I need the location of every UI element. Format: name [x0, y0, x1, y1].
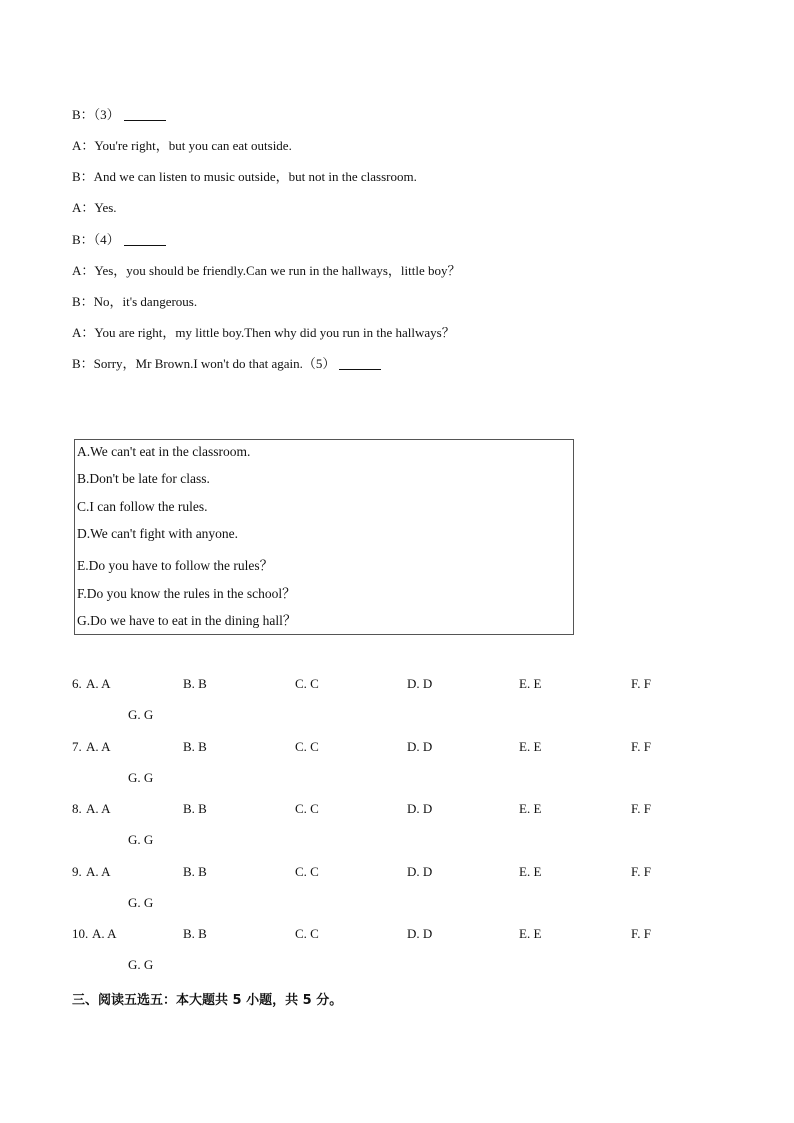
- choice-option[interactable]: B. B: [183, 738, 207, 754]
- choice-option[interactable]: C. C: [295, 738, 319, 754]
- dialogue-line: B：（3）: [72, 104, 166, 123]
- choice-option[interactable]: F. F: [631, 926, 651, 941]
- dialogue-line: A：You are right，my little boy.Then why did you run in the hallways？: [72, 325, 455, 340]
- choice-option[interactable]: G. G: [128, 707, 154, 722]
- dialogue-line: B：（4）: [72, 229, 166, 248]
- choice-option[interactable]: A. A: [86, 863, 111, 879]
- choice-option[interactable]: E. E: [519, 863, 542, 879]
- dialogue-line: A：Yes.: [72, 200, 117, 215]
- option-item: G.Do we have to eat in the dining hall？: [77, 613, 297, 628]
- question-number: 10.: [72, 926, 89, 941]
- choice-option[interactable]: A. A: [86, 801, 111, 816]
- dialogue-line: B：No，it's dangerous.: [72, 294, 198, 309]
- options-box: [74, 439, 574, 635]
- choice-option[interactable]: G. G: [128, 832, 154, 847]
- option-item: A.We can't eat in the classroom.: [77, 444, 251, 459]
- option-item: D.We can't fight with anyone.: [77, 526, 239, 541]
- choice-option[interactable]: B. B: [183, 676, 207, 691]
- choice-option[interactable]: F. F: [631, 738, 651, 754]
- choice-option[interactable]: E. E: [519, 801, 542, 816]
- choice-option[interactable]: A. A: [86, 676, 111, 691]
- question-number: 7.: [72, 738, 82, 754]
- choice-option[interactable]: D. D: [407, 738, 433, 754]
- choice-option[interactable]: C. C: [295, 801, 319, 816]
- question-number: 6.: [72, 676, 82, 691]
- choice-option[interactable]: D. D: [407, 676, 433, 691]
- choice-option[interactable]: G. G: [128, 769, 154, 785]
- choice-option[interactable]: B. B: [183, 863, 207, 879]
- choice-option[interactable]: B. B: [183, 801, 207, 816]
- dialogue-line: B：Sorry，Mr Brown.I won't do that again.（5）: [72, 353, 381, 372]
- choice-option[interactable]: D. D: [407, 801, 433, 816]
- question-number: 9.: [72, 863, 82, 879]
- choice-option[interactable]: G. G: [128, 957, 154, 972]
- answer-blank[interactable]: [339, 357, 381, 370]
- choice-option[interactable]: F. F: [631, 801, 651, 816]
- choice-option[interactable]: B. B: [183, 926, 207, 941]
- answer-blank[interactable]: [124, 233, 166, 246]
- question-number: 8.: [72, 801, 82, 816]
- answer-blank[interactable]: [124, 108, 166, 121]
- choice-option[interactable]: E. E: [519, 738, 542, 754]
- choice-option[interactable]: C. C: [295, 863, 319, 879]
- choice-option[interactable]: A. A: [86, 738, 111, 754]
- choice-option[interactable]: D. D: [407, 926, 433, 941]
- option-item: E.Do you have to follow the rules？: [77, 558, 274, 573]
- option-item: F.Do you know the rules in the school？: [77, 586, 296, 601]
- option-item: B.Don't be late for class.: [77, 471, 210, 486]
- choice-option[interactable]: E. E: [519, 926, 542, 941]
- choice-option[interactable]: E. E: [519, 676, 542, 691]
- choice-option[interactable]: C. C: [295, 676, 319, 691]
- choice-option[interactable]: G. G: [128, 894, 154, 910]
- choice-option[interactable]: A. A: [92, 926, 117, 941]
- dialogue-line: A：Yes，you should be friendly.Can we run in the hallways，little boy？: [72, 263, 461, 278]
- section-title: 三、阅读五选五：本大题共 5 小题，共 5 分。: [72, 993, 343, 1008]
- option-item: C.I can follow the rules.: [77, 499, 208, 514]
- choice-option[interactable]: F. F: [631, 676, 651, 691]
- dialogue-line: B：And we can listen to music outside，but not in the classroom.: [72, 169, 417, 184]
- dialogue-line: A：You're right，but you can eat outside.: [72, 138, 292, 153]
- choice-option[interactable]: C. C: [295, 926, 319, 941]
- choice-option[interactable]: D. D: [407, 863, 433, 879]
- choice-option[interactable]: F. F: [631, 863, 651, 879]
